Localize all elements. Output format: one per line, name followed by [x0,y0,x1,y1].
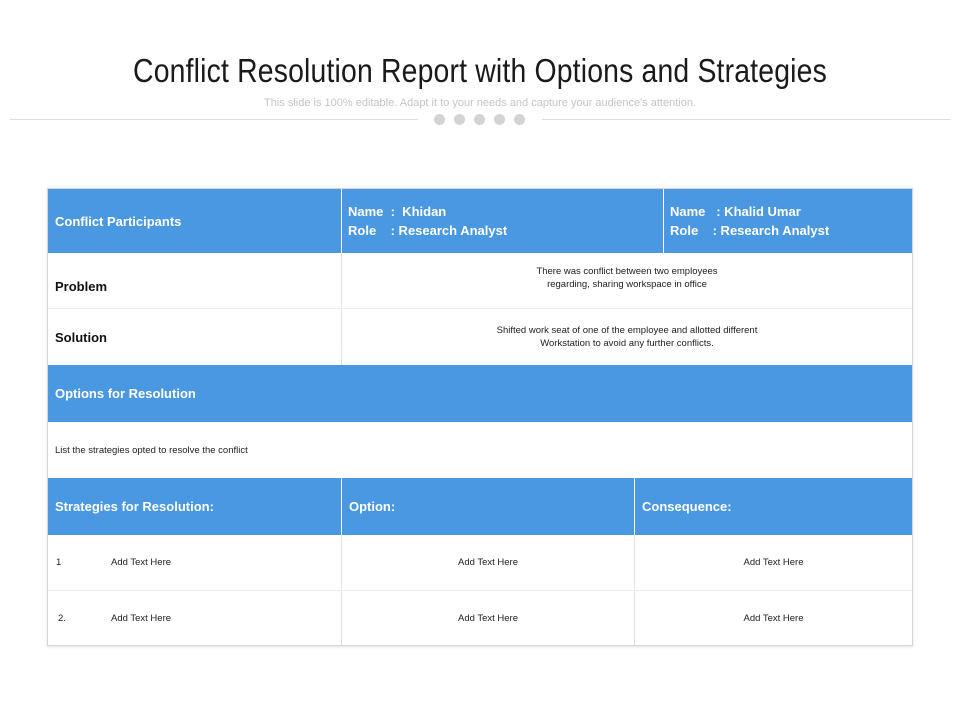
problem-text [342,253,912,308]
participant-1-role: Role : Research Analyst [348,223,508,238]
divider-left [10,119,418,120]
participants-label: Conflict Participants [48,189,342,253]
strategy-cell [48,535,342,590]
dot [474,114,485,125]
options-row [48,365,912,422]
problem-line-2: regarding, sharing workspace in office [547,278,707,290]
solution-text [342,309,912,365]
strategy-text: Add Text Here [111,612,172,624]
option-cell: Add Text Here [342,591,635,645]
solution-line-2: Workstation to avoid any further conflicts. [540,338,714,349]
strategy-cell [48,591,342,645]
consequence-cell: Add Text Here [743,557,804,568]
row-number: 2. [58,612,66,624]
row-number: 1 [56,557,62,568]
solution-row [48,309,912,365]
problem-row [48,253,912,309]
options-text-row [48,422,912,478]
options-text: List the strategies opted to resolve the conflict [55,444,248,456]
options-label: Options for Resolution [48,365,912,422]
page-subtitle: This slide is 100% editable. Adapt it to your needs and capture your audience's attention. [264,97,696,109]
strategies-col-header: Strategies for Resolution: [48,478,342,535]
consequence-cell: Add Text Here [743,612,804,624]
strategies-header-row [48,478,912,535]
participant-2 [664,189,912,253]
participant-2-name: Name : Khalid Umar [670,204,801,219]
dot [454,114,465,125]
participants-row [48,189,912,253]
dot [514,114,525,125]
consequence-col-header: Consequence: [635,478,912,535]
problem-label: Problem [48,253,342,308]
dot [434,114,445,125]
strategy-text: Add Text Here [111,557,172,568]
participant-2-role: Role : Research Analyst [670,223,830,238]
table-row [48,535,912,591]
page-title: Conflict Resolution Report with Options and Strategies [133,52,827,89]
solution-label: Solution [48,309,342,365]
solution-line-1: Shifted work seat of one of the employee and allotted different [496,325,758,336]
decorative-dots [434,114,525,125]
participant-1-name: Name : Khidan [348,204,447,219]
participant-1 [342,189,664,253]
report-table [47,188,913,646]
divider-right [542,119,950,120]
problem-line-1: There was conflict between two employees [536,265,718,277]
table-row [48,591,912,645]
dot [494,114,505,125]
option-col-header: Option: [342,478,635,535]
option-cell: Add Text Here [342,535,635,590]
